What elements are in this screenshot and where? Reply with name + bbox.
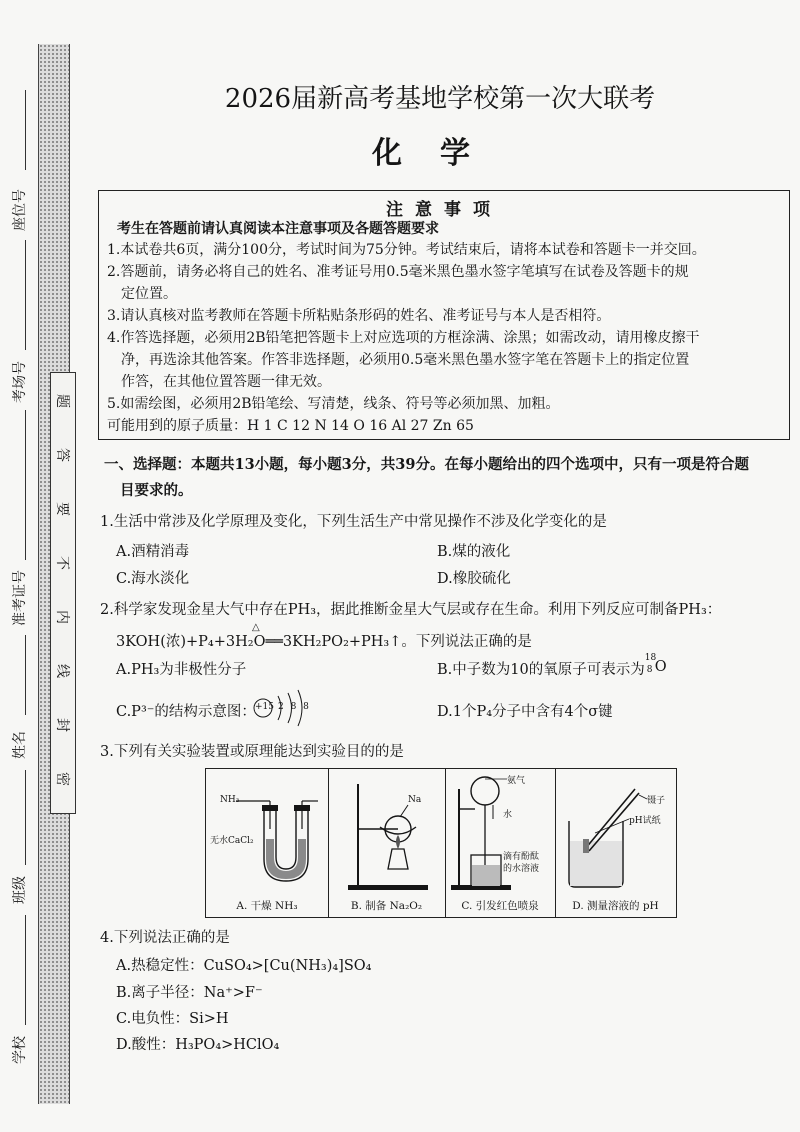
notice-line: 净，再选涂其他答案。作答非选择题，必须用0.5毫米黑色墨水签字笔在答题卡上的指定位置: [121, 352, 690, 368]
exam-id-label: 准考证号: [12, 570, 28, 626]
notice-line: 5.如需绘图，必须用2B铅笔绘、写清楚，线条、符号等必须加黑、加粗。: [107, 396, 560, 412]
q2-equation: 3KOH(浓)+P₄+3H₂O══3KH₂PO₂+PH₃↑。下列说法正确的是: [116, 634, 532, 650]
notice-line: 1.本试卷共6页，满分100分，考试时间为75分钟。考试结束后，请将本试卷和答题卡一并交回。: [107, 242, 706, 258]
notice-line: 作答，在其他位置答题一律无效。: [121, 374, 331, 390]
notice-intro: 考生在答题前请认真阅读本注意事项及各题答题要求: [117, 221, 439, 237]
seal-char: 内: [54, 610, 70, 624]
seat-number-label: 座位号: [12, 189, 28, 231]
nucleus-charge: +15: [255, 702, 274, 712]
element-symbol: O: [654, 659, 667, 675]
panel-c-label: 水: [503, 810, 513, 820]
panel-c-label: 的水溶液: [503, 864, 540, 874]
panel-d-label: pH试纸: [629, 816, 661, 826]
panel-c: [445, 769, 556, 917]
seal-char: 密: [54, 772, 70, 786]
section-heading-cont: 目要求的。: [120, 482, 193, 499]
panel-c-label: 滴有酚酞: [503, 852, 540, 862]
panel-d-caption: D. 测量溶液的 pH: [572, 900, 659, 912]
q4-option-c: C.电负性：Si>H: [116, 1011, 229, 1027]
name-line: [25, 635, 26, 715]
q1-option-b: B.煤的液化: [437, 544, 511, 560]
heat-triangle-icon: △: [252, 622, 260, 633]
seal-char: 不: [54, 556, 70, 570]
seal-char: 答: [54, 448, 70, 462]
q2-option-b: [437, 653, 667, 679]
notice-line: 定位置。: [121, 286, 177, 302]
name-label: 姓名: [12, 731, 28, 759]
panel-a-label: NH₃: [220, 795, 240, 805]
panel-b: [328, 769, 446, 917]
q4-option-b: B.离子半径：Na⁺>F⁻: [116, 985, 263, 1001]
exam-title: 2026届新高考基地学校第一次大联考: [224, 84, 656, 114]
panel-d: [555, 769, 676, 917]
exam-id-line: [25, 410, 26, 560]
q1-option-d: D.橡胶硫化: [437, 571, 511, 587]
subject-title: 化学: [372, 136, 508, 171]
school-line: [25, 915, 26, 1025]
panel-b-caption: B. 制备 Na₂O₂: [350, 900, 423, 912]
panel-d-label: 镊子: [647, 796, 666, 806]
notice-line: 可能用到的原子质量：H 1 C 12 N 14 O 16 Al 27 Zn 65: [107, 418, 474, 434]
notice-line: 2.答题前，请务必将自己的姓名、准考证号用0.5毫米黑色墨水签字笔填写在试卷及答题卡的规: [107, 264, 689, 280]
q2-option-d: D.1个P₄分子中含有4个σ键: [437, 704, 613, 720]
electron-shells: 2 8 8: [278, 702, 311, 712]
ion-structure-diagram: [252, 688, 314, 728]
q1-option-c: C.海水淡化: [116, 571, 190, 587]
binding-labels: [0, 0, 38, 1132]
q3-stem: 3.下列有关实验装置或原理能达到实验目的的是: [100, 744, 404, 760]
q4-option-d: D.酸性：H₃PO₄>HClO₄: [116, 1037, 280, 1053]
panel-c-label: 氨气: [507, 776, 526, 786]
seat-number-line: [25, 90, 26, 170]
seal-char: 题: [54, 394, 70, 408]
class-line: [25, 770, 26, 865]
q2-stem: 2.科学家发现金星大气中存在PH₃，据此推断金星大气层或存在生命。利用下列反应可制备PH₃：: [100, 602, 722, 618]
panel-b-label: Na: [408, 795, 422, 805]
seal-char: 封: [54, 718, 70, 732]
section-heading: 一、选择题：本题共13小题，每小题3分，共39分。在每小题给出的四个选项中，只有一项是符合题: [104, 456, 749, 473]
school-label: 学校: [12, 1036, 28, 1064]
mass-number: 18: [644, 653, 657, 663]
q4-stem: 4.下列说法正确的是: [100, 930, 230, 946]
q1-option-a: A.酒精消毒: [116, 544, 190, 560]
panel-a: [206, 769, 329, 917]
notice-heading: 注意事项: [386, 200, 502, 220]
q2-option-c: C.P³⁻的结构示意图：: [116, 704, 256, 720]
class-label: 班级: [12, 876, 28, 904]
notice-box: [98, 190, 790, 440]
panel-a-label: 无水CaCl₂: [210, 836, 254, 846]
exam-room-label: 考场号: [12, 361, 28, 403]
notice-line: 3.请认真核对监考教师在答题卡所粘贴条形码的姓名、准考证号与本人是否相符。: [107, 308, 611, 324]
notice-line: 4.作答选择题，必须用2B铅笔把答题卡上对应选项的方框涂满、涂黑；如需改动，请用橡皮擦干: [107, 330, 700, 346]
seal-line-box: [50, 372, 76, 814]
atomic-number: 8: [646, 665, 653, 675]
seal-char: 要: [54, 502, 70, 516]
panel-a-caption: A. 干燥 NH₃: [236, 900, 298, 912]
q1-stem: 1.生活中常涉及化学原理及变化，下列生活生产中常见操作不涉及化学变化的是: [100, 514, 607, 530]
q2-option-b-text: B.中子数为10的氧原子可表示为: [437, 662, 645, 678]
q2-option-a: A.PH₃为非极性分子: [116, 662, 247, 678]
panel-c-caption: C. 引发红色喷泉: [461, 900, 539, 912]
q4-option-a: A.热稳定性：CuSO₄>[Cu(NH₃)₄]SO₄: [116, 958, 372, 974]
seal-char: 线: [54, 664, 70, 678]
apparatus-figure: [205, 768, 677, 918]
exam-room-line: [25, 240, 26, 350]
nuclide-symbol: [644, 653, 667, 677]
